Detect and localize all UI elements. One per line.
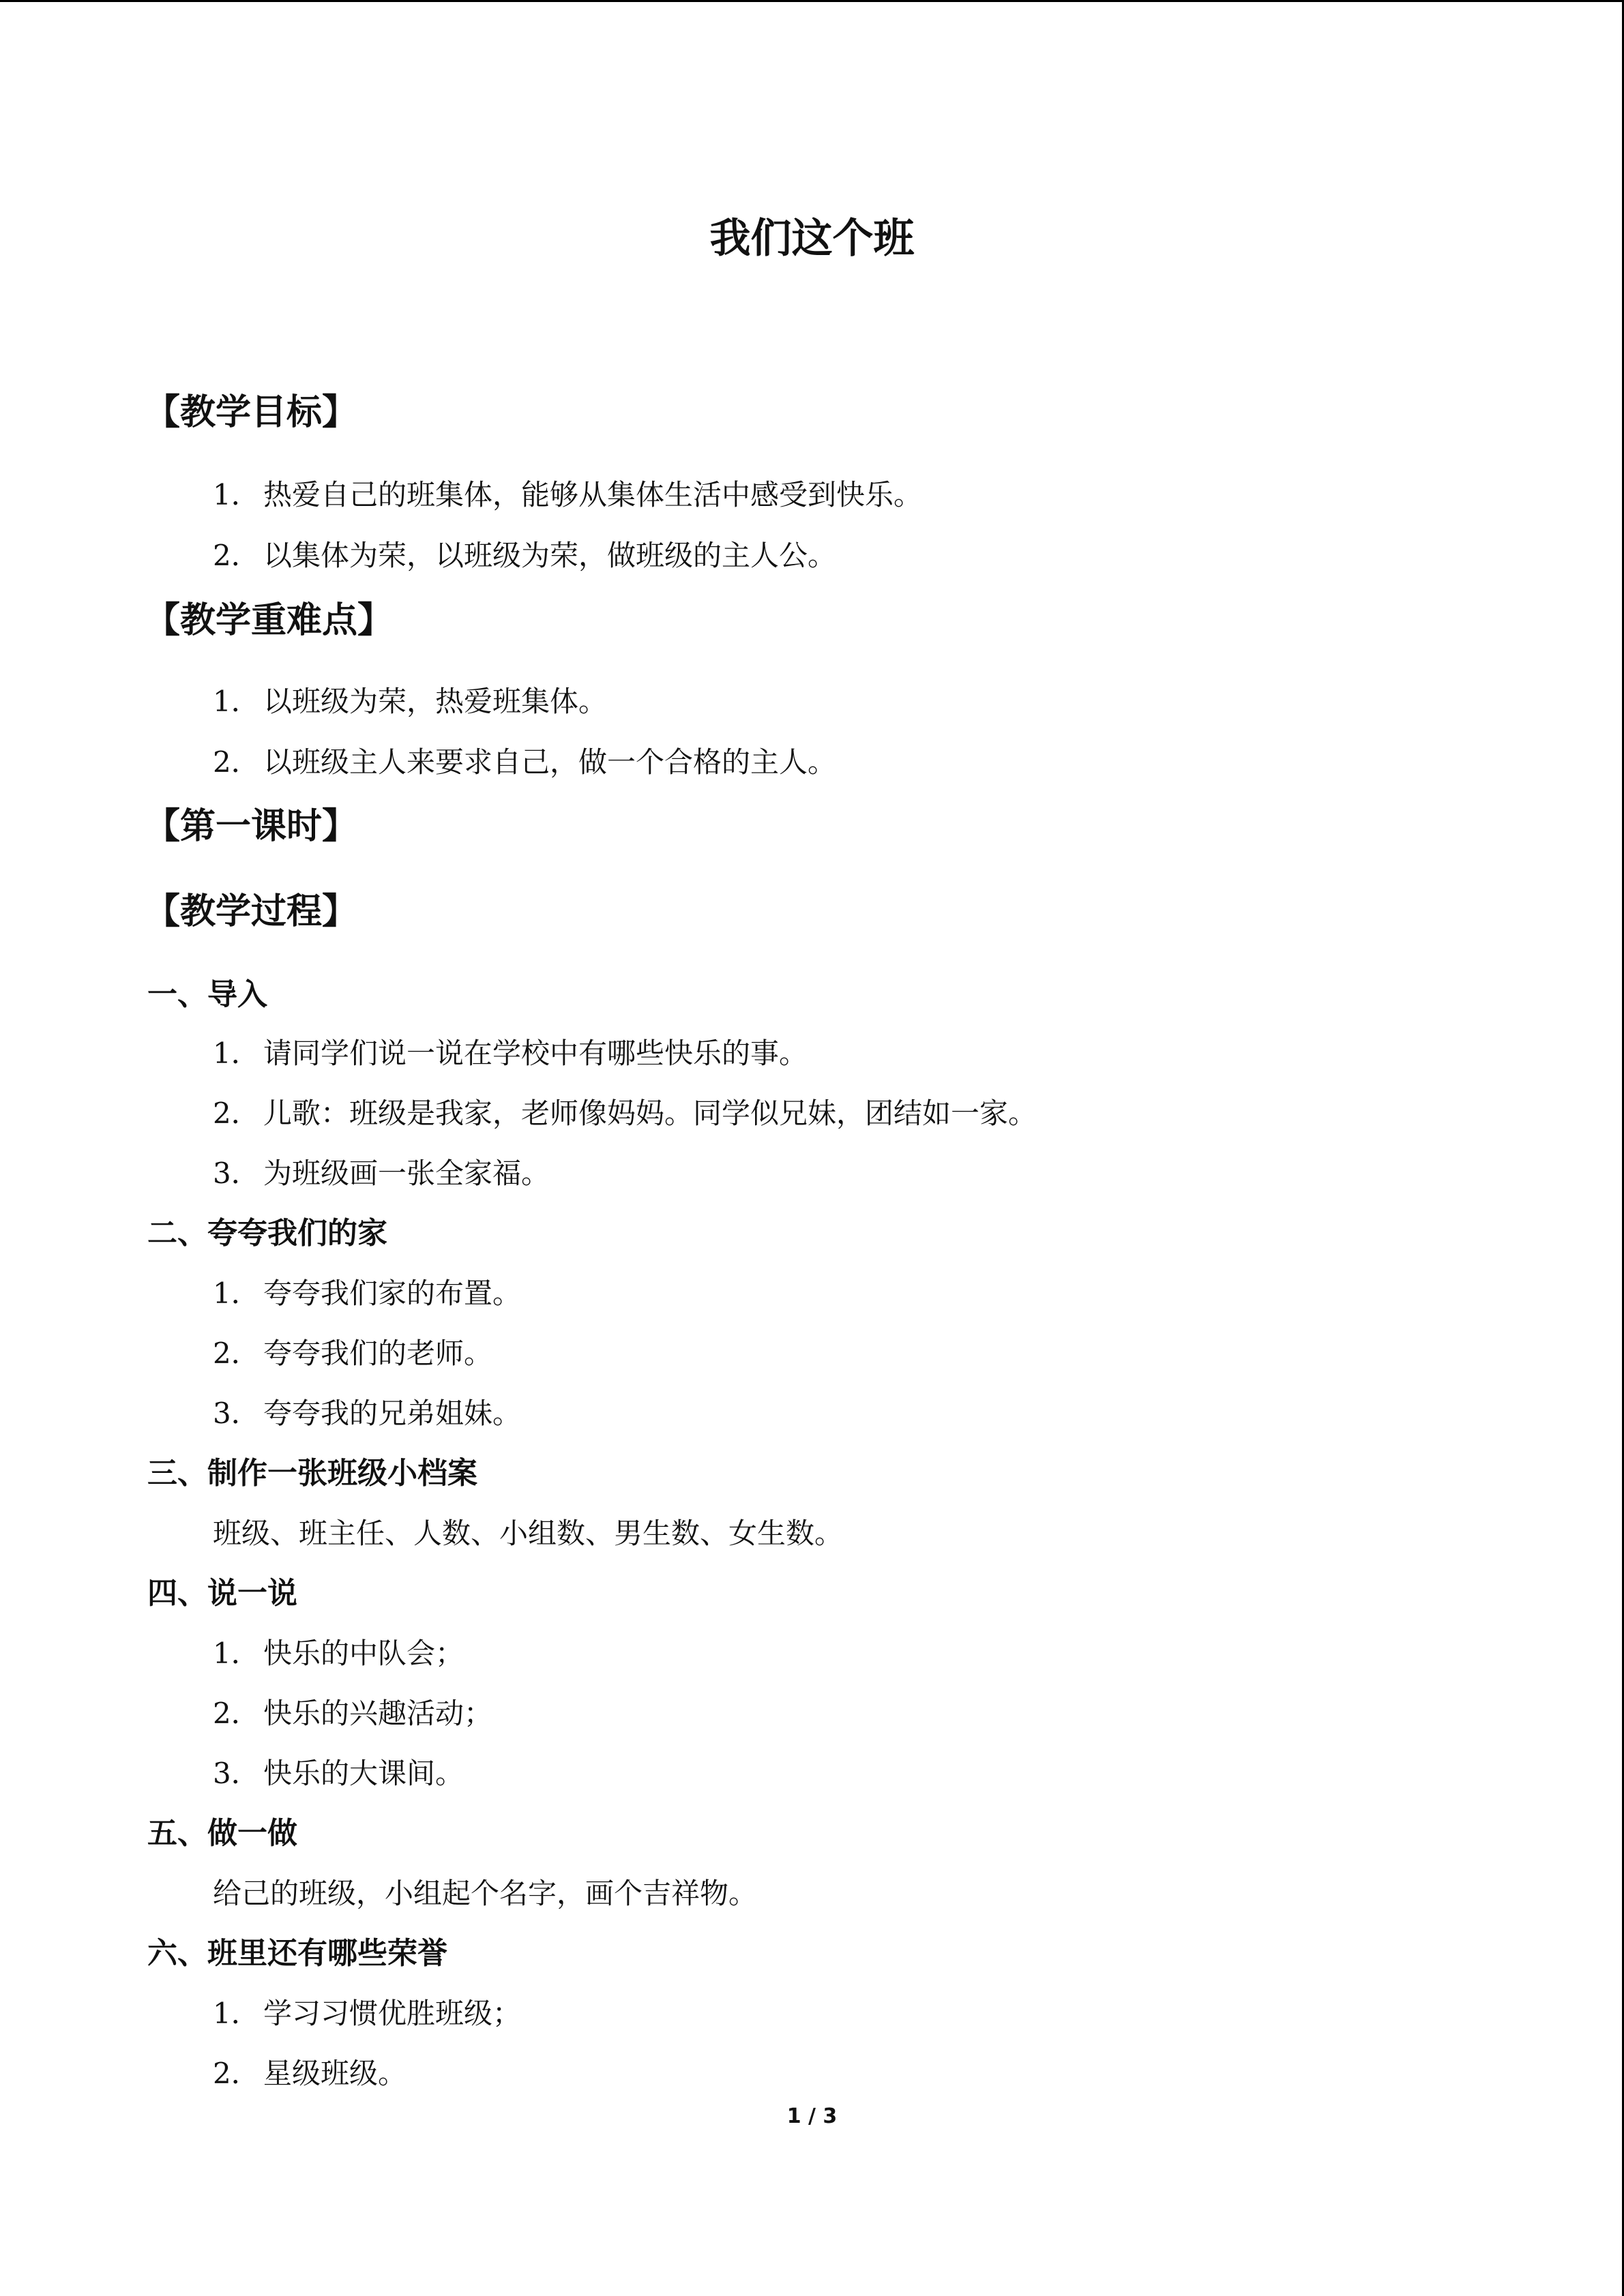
item-number: 1．: [213, 478, 260, 511]
section-item: [213, 1272, 521, 1315]
section-paragraph: 班级、班主任、人数、小组数、男生数、女生数。: [213, 1517, 844, 1550]
top-border-line: [0, 0, 1624, 2]
item-number: 1．: [213, 685, 260, 718]
section-item: [213, 1693, 492, 1735]
item-number: 2．: [213, 1337, 260, 1370]
section-title: 四、说一说: [147, 1576, 297, 1611]
item-number: 1．: [213, 1997, 260, 2030]
item-text: 夸夸我的兄弟姐妹。: [263, 1397, 522, 1430]
section-title: 二、夸夸我们的家: [147, 1216, 387, 1251]
item-number: 3．: [213, 1157, 260, 1190]
section-item: [213, 1092, 1037, 1135]
item-text: 快乐的中队会；: [263, 1637, 464, 1670]
process-heading: 【教学过程】: [145, 891, 358, 932]
section-item: [213, 1753, 464, 1795]
page-number: 1 / 3: [786, 2104, 838, 2128]
key-point-item: [213, 741, 836, 784]
goal-item: [213, 474, 922, 516]
section-item: [213, 1392, 521, 1435]
key-points-heading: 【教学重难点】: [145, 600, 394, 641]
item-number: 2．: [213, 2057, 260, 2090]
item-number: 2．: [213, 1697, 260, 1730]
page-title: 我们这个班: [709, 215, 915, 263]
section-title: 五、做一做: [147, 1816, 297, 1851]
item-text: 儿歌：班级是我家，老师像妈妈。同学似兄妹，团结如一家。: [263, 1097, 1037, 1130]
item-text: 快乐的大课间。: [263, 1757, 464, 1790]
section-title: 一、导入: [147, 977, 267, 1012]
item-text: 夸夸我们的老师。: [263, 1337, 493, 1370]
goals-heading: 【教学目标】: [145, 392, 358, 433]
item-text: 以班级主人来要求自己，做一个合格的主人。: [263, 745, 837, 779]
item-text: 星级班级。: [263, 2057, 407, 2090]
section-paragraph: 给己的班级，小组起个名字，画个吉祥物。: [213, 1877, 758, 1910]
item-number: 2．: [213, 745, 260, 779]
item-number: 1．: [213, 1637, 260, 1670]
section-item: [213, 1332, 492, 1375]
lesson-heading: 【第一课时】: [145, 806, 358, 847]
item-text: 热爱自己的班集体，能够从集体生活中感受到快乐。: [263, 478, 923, 511]
item-text: 快乐的兴趣活动；: [263, 1697, 493, 1730]
section-item: [213, 1032, 808, 1075]
item-number: 3．: [213, 1757, 260, 1790]
item-text: 以班级为荣，热爱班集体。: [263, 685, 608, 718]
item-text: 为班级画一张全家福。: [263, 1157, 550, 1190]
goal-item: [213, 535, 836, 577]
item-number: 1．: [213, 1037, 260, 1070]
key-point-item: [213, 681, 607, 723]
item-text: 夸夸我们家的布置。: [263, 1277, 522, 1310]
item-number: 2．: [213, 539, 260, 572]
section-title: 六、班里还有哪些荣誉: [147, 1936, 447, 1971]
item-number: 3．: [213, 1397, 260, 1430]
section-item: [213, 1152, 550, 1195]
section-item: [213, 1632, 464, 1675]
section-item: [213, 1993, 521, 2035]
item-text: 学习习惯优胜班级；: [263, 1997, 522, 2030]
section-title: 三、制作一张班级小档案: [147, 1456, 477, 1491]
item-number: 2．: [213, 1097, 260, 1130]
item-number: 1．: [213, 1277, 260, 1310]
item-text: 请同学们说一说在学校中有哪些快乐的事。: [263, 1037, 808, 1070]
section-item: [213, 2053, 407, 2095]
item-text: 以集体为荣，以班级为荣，做班级的主人公。: [263, 539, 837, 572]
